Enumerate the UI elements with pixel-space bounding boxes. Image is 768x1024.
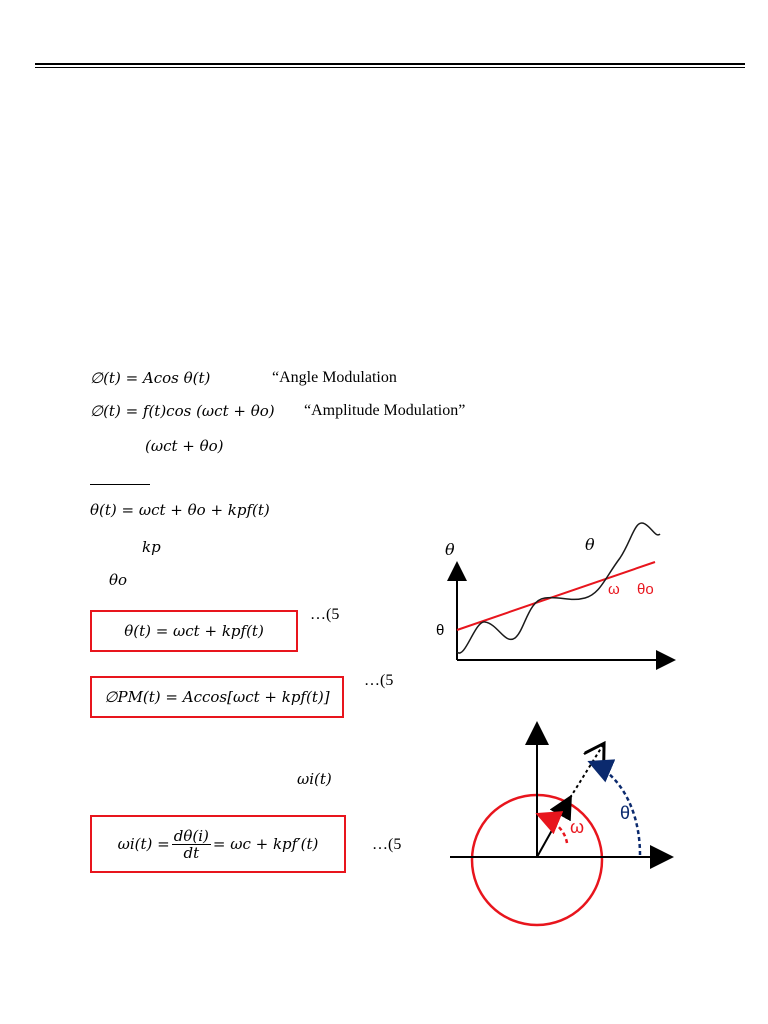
- amplitude-modulation-note: “Amplitude Modulation”: [304, 402, 466, 419]
- phasor-vector-rotated: [570, 745, 603, 798]
- boxed-pm-text: ∅PM(t) = Accos[ωct + kpf(t)]: [104, 688, 330, 706]
- curve-label: θ: [585, 535, 595, 554]
- boxed-theta-equation: [90, 610, 298, 652]
- phasor-diagram: [440, 715, 680, 935]
- boxed-omega-lhs: ωi(t) =: [117, 835, 170, 853]
- omega-i-symbol: ωi(t): [297, 770, 332, 788]
- graph-y-label: θ: [445, 540, 455, 559]
- short-underline: [90, 484, 150, 485]
- header-rule-thick: [35, 63, 745, 65]
- phasor-vector: [537, 798, 570, 857]
- intercept-label: θ: [436, 622, 445, 639]
- fraction-numerator: dθ(i): [173, 826, 209, 845]
- boxed-omega-rhs: = ωc + kpf′(t): [212, 835, 319, 853]
- line-label-theta-o: θo: [637, 581, 654, 598]
- amplitude-modulation-equation: ∅(t) = f(t)cos (ωct + θo): [90, 402, 275, 420]
- boxed-pm-equation: [90, 676, 344, 718]
- phasor-omega-label: ω: [570, 817, 585, 837]
- phasor-theta-label: θ: [620, 803, 631, 823]
- equation-ref-3: …(5: [372, 836, 402, 853]
- linear-phase-line: [457, 562, 655, 630]
- angle-modulation-note: “Angle Modulation: [272, 369, 397, 386]
- boxed-omega-equation: [90, 815, 346, 873]
- header-rule-thin: [35, 67, 745, 68]
- derivative-fraction: [172, 828, 211, 861]
- fraction-denominator: dt: [183, 843, 200, 862]
- kp-symbol: kp: [142, 538, 161, 556]
- modulated-phase-curve: [457, 523, 660, 653]
- theta-equation: θ(t) = ωct + θo + kpf(t): [90, 501, 270, 519]
- equation-ref-2: …(5: [364, 672, 394, 689]
- equation-ref-1: …(5: [310, 606, 340, 623]
- boxed-theta-text: θ(t) = ωct + kpf(t): [124, 622, 264, 640]
- angle-modulation-equation: ∅(t) = Acos θ(t): [90, 369, 211, 387]
- phase-term: (ωct + θo): [145, 437, 224, 455]
- theta-time-graph: [420, 510, 690, 680]
- line-label-omega: ω: [608, 581, 620, 598]
- theta-o-symbol: θo: [109, 571, 128, 589]
